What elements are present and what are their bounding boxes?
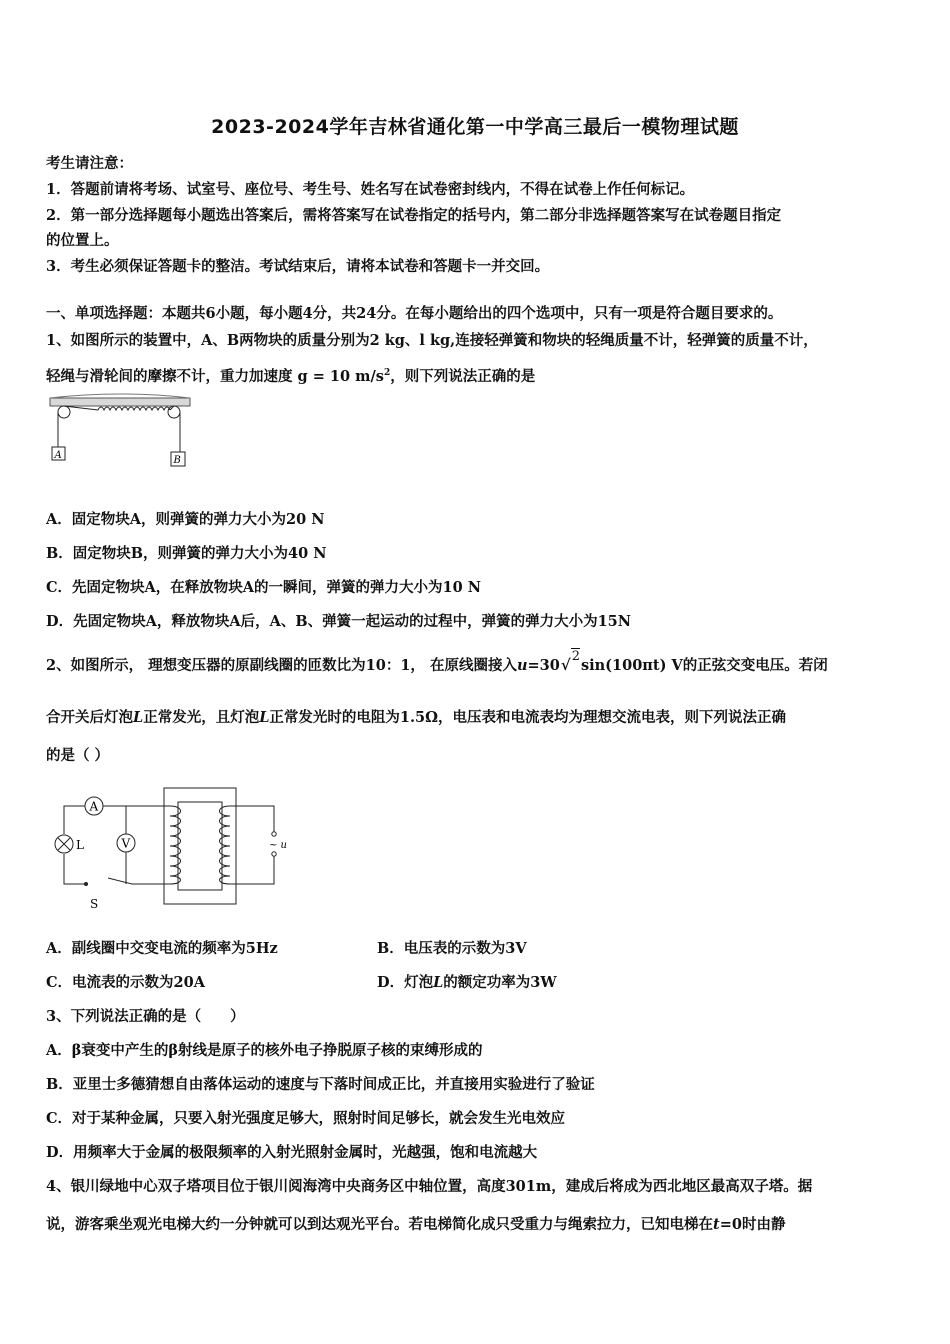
q1-table-surface xyxy=(50,398,190,406)
q3-option-d: D．用频率大于金属的极限频率的入射光照射金属时，光越强，饱和电流越大 xyxy=(46,1144,538,1161)
q1-stem-line1: 1、如图所示的装置中，A、B两物块的质量分别为2 kg、l kg,连接轻弹簧和物块的轻绳质量不计，轻弹簧的质量不计， xyxy=(46,332,818,349)
q2-option-d xyxy=(377,971,557,992)
q2-stem-sqrt-arg: 2 xyxy=(571,649,580,664)
q2-source-label: ~ u xyxy=(269,840,287,851)
q2-primary-coil xyxy=(220,806,231,884)
q4-stem-pre: 说，游客乘坐观光电梯大约一分钟就可以到达观光平台。若电梯简化成只受重力与绳索拉力，已知电梯在 xyxy=(46,1216,713,1233)
q2-option-d-pre: D．灯泡 xyxy=(377,974,434,991)
q4-stem-line2 xyxy=(46,1213,785,1234)
q2-stem-c: 正常发光时的电阻为1.5Ω，电压表和电流表均为理想交流电表，则下列说法正确 xyxy=(269,709,787,726)
q2-option-a: A．副线圈中交变电流的频率为5Hz xyxy=(46,940,278,957)
q4-stem-post: =0时由静 xyxy=(719,1216,786,1233)
q2-terminal-bottom xyxy=(272,852,276,856)
q2-option-d-post: 的额定功率为3W xyxy=(443,974,557,991)
q1-pulley-right xyxy=(168,406,180,418)
q1-pulley-figure xyxy=(46,392,196,472)
q2-stem-post: sin(100πt) V的正弦交变电压。若闭 xyxy=(580,657,828,674)
q3-option-b: B．亚里士多德猜想自由落体运动的速度与下落时间成正比，并直接用实验进行了验证 xyxy=(46,1076,595,1093)
q1-label-a: A xyxy=(54,450,62,461)
q2-primary-wire-top xyxy=(230,806,274,834)
q2-transformer-circuit xyxy=(46,782,306,912)
q3-option-c: C．对于某种金属，只要入射光强度足够大，照射时间足够长，就会发生光电效应 xyxy=(46,1110,566,1127)
page-title: 2023-2024学年吉林省通化第一中学高三最后一模物理试题 xyxy=(211,116,739,138)
q2-stem-line1 xyxy=(46,649,828,675)
q1-option-b: B．固定物块B，则弹簧的弹力大小为40 N xyxy=(46,545,327,562)
q4-stem-t: t xyxy=(713,1216,720,1233)
q2-stem-l1: L xyxy=(133,709,144,726)
q1-option-a: A．固定物块A，则弹簧的弹力大小为20 N xyxy=(46,511,325,528)
q4-stem-line1: 4、银川绿地中心双子塔项目位于银川阅海湾中央商务区中轴位置，高度301m，建成后将成为西北地区最高双子塔。据 xyxy=(46,1178,813,1195)
q2-core-inner xyxy=(178,802,222,890)
notice-item-3: 3．考生必须保证答题卡的整洁。考试结束后，请将本试卷和答题卡一并交回。 xyxy=(46,258,550,275)
q2-option-c: C．电流表的示数为20A xyxy=(46,974,205,991)
q2-stem-b: 正常发光，且灯泡 xyxy=(143,709,260,726)
q1-stem-post: ，则下列说法正确的是 xyxy=(390,368,536,385)
q2-option-b: B．电压表的示数为3V xyxy=(377,940,527,957)
q2-ammeter-label: A xyxy=(89,799,99,814)
q2-option-d-l: L xyxy=(433,974,444,991)
notice-item-2-cont: 的位置上。 xyxy=(46,232,119,249)
notice-item-1: 1．答题前请将考场、试室号、座位号、考生号、姓名写在试卷密封线内，不得在试卷上作任何标记。 xyxy=(46,181,695,198)
q2-wire-bottom-left xyxy=(64,854,86,884)
q3-stem: 3、下列说法正确的是（ ） xyxy=(46,1008,245,1025)
q2-switch-pivot xyxy=(84,882,88,886)
q2-wire-bottom-mid xyxy=(108,878,170,884)
q2-terminal-top xyxy=(272,832,276,836)
q2-stem-pre: 2、如图所示， 理想变压器的原副线圈的匝数比为10：1， 在原线圈接入 xyxy=(46,657,517,674)
q1-stem-pre: 轻绳与滑轮间的摩擦不计，重力加速度 g = 10 m/s xyxy=(46,368,384,385)
q1-option-c: C．先固定物块A，在释放物块A的一瞬间，弹簧的弹力大小为10 N xyxy=(46,579,482,596)
q3-option-a: A．β衰变中产生的β射线是原子的核外电子挣脱原子核的束缚形成的 xyxy=(46,1042,483,1059)
q2-stem-eq: =30 xyxy=(527,657,560,674)
q1-label-b: B xyxy=(173,455,181,466)
q1-pulley-left xyxy=(58,406,70,418)
q2-voltmeter-label: V xyxy=(121,836,131,851)
notice-heading: 考生请注意： xyxy=(46,155,133,172)
q2-stem-line3: 的是（ ） xyxy=(46,747,110,764)
q2-stem-a: 合开关后灯泡 xyxy=(46,709,133,726)
q2-wire-top-left xyxy=(64,806,170,834)
q1-option-d: D．先固定物块A，释放物块A后，A、B、弹簧一起运动的过程中，弹簧的弹力大小为15N xyxy=(46,613,632,630)
q1-stem-line2 xyxy=(46,365,535,386)
q2-lamp-label: L xyxy=(76,838,84,852)
q1-stem-sup: 2 xyxy=(383,368,391,379)
notice-item-2: 2．第一部分选择题每小题选出答案后，需将答案写在试卷指定的括号内，第二部分非选择题答案写在试卷题目指定 xyxy=(46,207,782,224)
q2-stem-l2: L xyxy=(259,709,270,726)
sqrt-symbol: √2 xyxy=(560,649,580,674)
q2-stem-u: u xyxy=(516,657,528,674)
section-heading: 一、单项选择题：本题共6小题，每小题4分，共24分。在每小题给出的四个选项中，只有一项是符合题目要求的。 xyxy=(46,305,783,322)
q1-spring xyxy=(98,407,170,410)
q2-switch-label: S xyxy=(90,897,99,911)
q2-primary-wire-bottom xyxy=(230,854,274,884)
q2-stem-line2 xyxy=(46,706,786,727)
q1-table-edge xyxy=(50,394,190,398)
q2-secondary-coil xyxy=(170,806,181,884)
